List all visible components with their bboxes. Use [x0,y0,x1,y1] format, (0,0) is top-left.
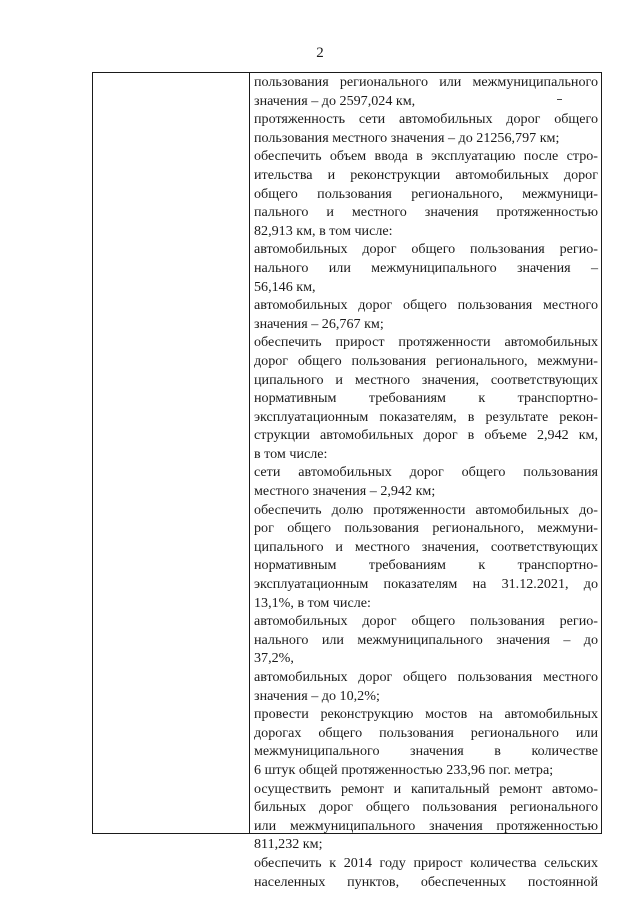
text-line: 13,1%, в том числе: [254,594,371,611]
text-line: дорогах общего пользования регионального или [254,724,598,741]
text-line: струкции автомобильных дорог в объеме 2,942 км, [254,427,598,444]
text-line: пального и местного значения протяженностью [254,204,598,221]
text-line: бильных дорог общего пользования регионального [254,799,598,816]
text-line: ительства и реконструкции автомобильных дорог [254,166,598,183]
text-line: автомобильных дорог общего пользования местного [254,297,598,314]
text-line: значения – 26,767 км; [254,315,384,332]
text-line: нормативным требованиям к транспортно- [254,557,598,574]
text-line: автомобильных дорог общего пользования регио- [254,613,598,630]
document-table [92,72,602,890]
text-line: пользования регионального или межмуниципального [254,74,598,90]
text-line: провести реконструкцию мостов на автомобильных [254,706,598,723]
text-line: ципального и местного значения, соответствующих [254,538,598,555]
text-line: протяженность сети автомобильных дорог общего [254,111,598,128]
text-line: автомобильных дорог общего пользования местного [254,669,598,685]
text-line: обеспечить к 2014 году прирост количества сельских [254,854,598,871]
text-line: ципального и местного значения, соответствующих [254,371,598,388]
text-line: нального или межмуниципального значения – до [254,631,598,648]
text-line: 82,913 км, в том числе: [254,222,393,239]
text-line: автомобильных дорог общего пользования регио- [254,241,598,258]
text-line: эксплуатационным показателям, в результате рекон- [254,408,598,425]
text-line: пользования местного значения – до 21256,797 км; [254,129,560,146]
page-number: 2 [316,45,324,61]
text-line: рог общего пользования регионального, межмуни- [254,520,598,537]
text-line: обеспечить объем ввода в эксплуатацию после стро- [254,148,598,165]
text-line: сети автомобильных дорог общего пользования [254,464,598,481]
text-line: межмуниципального значения в количестве [254,743,598,760]
text-line: 56,146 км, [254,278,316,295]
text-line: нального или межмуниципального значения – [254,259,598,276]
text-line: 811,232 км; [254,836,323,853]
text-line: 6 штук общей протяженностью 233,96 пог. метра; [254,761,554,778]
text-line: в том числе: [254,445,328,462]
text-line: населенных пунктов, обеспеченных постоянной [254,873,598,890]
text-line: значения – до 2597,024 км, [254,92,416,109]
text-line: 37,2%, [254,650,294,667]
text-line: осуществить ремонт и капитальный ремонт автомо- [254,780,598,797]
table-left-column [93,73,250,833]
text-line: обеспечить долю протяженности автомобильных до- [254,501,598,518]
text-line: значения – до 10,2%; [254,687,380,704]
text-line: или межмуниципального значения протяженностью [254,817,598,834]
text-line: общего пользования регионального, межмуници- [254,185,598,202]
text-line: нормативным требованиям к транспортно- [254,390,598,407]
text-line: эксплуатационным показателям на 31.12.2021, до [254,576,598,593]
text-line: обеспечить прирост протяженности автомобильных [254,334,598,351]
table-right-column [250,73,601,890]
text-line: дорог общего пользования регионального, межмуни- [254,352,598,369]
text-line: местного значения – 2,942 км; [254,483,436,500]
